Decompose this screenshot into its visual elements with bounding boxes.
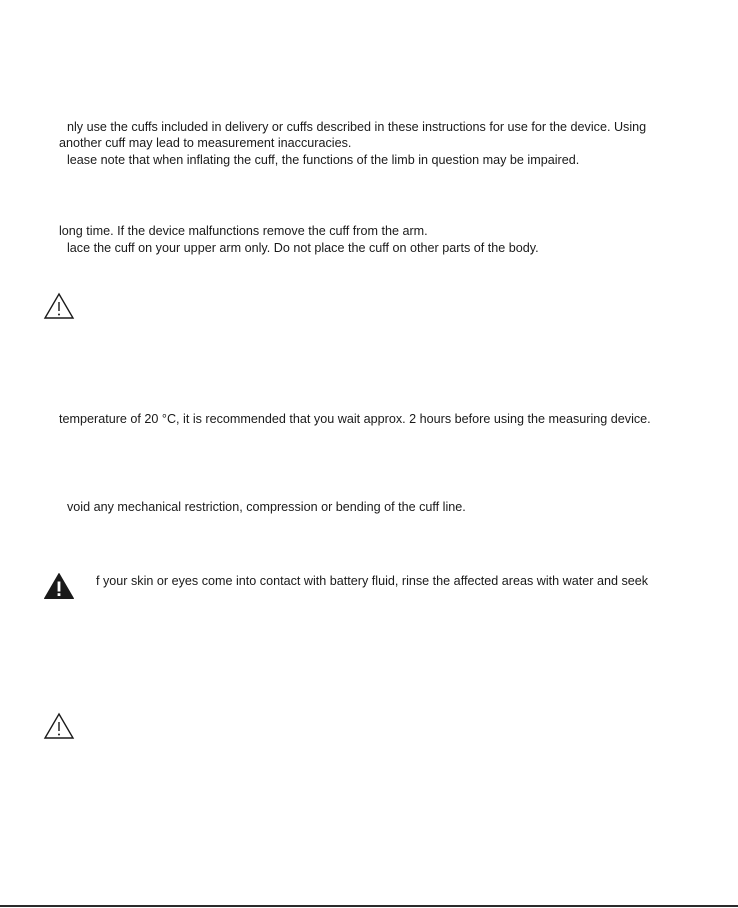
text-line-temperature: temperature of 20 °C, it is recommended that you wait approx. 2 hours before using the measuring device. <box>59 412 651 426</box>
text-line-limb-impaired: lease note that when inflating the cuff, the functions of the limb in question may be impaired. <box>67 153 580 167</box>
text-line-battery-fluid: f your skin or eyes come into contact with battery fluid, rinse the affected areas with water and seek <box>96 574 649 588</box>
warning-outline-icon <box>43 712 75 740</box>
text-line-cuff-line: void any mechanical restriction, compression or bending of the cuff line. <box>67 500 466 514</box>
warning-filled-icon <box>43 572 75 600</box>
warning-outline-icon <box>43 292 75 320</box>
text-line-cuff-use: nly use the cuffs included in delivery or cuffs described in these instructions for use for the device. Using <box>67 120 647 134</box>
text-line-upper-arm: lace the cuff on your upper arm only. Do not place the cuff on other parts of the body. <box>67 241 539 255</box>
text-line-malfunction: long time. If the device malfunctions remove the cuff from the arm. <box>59 224 428 238</box>
text-line-cuff-inaccuracy: another cuff may lead to measurement inaccuracies. <box>59 136 352 150</box>
bottom-rule <box>0 905 738 907</box>
